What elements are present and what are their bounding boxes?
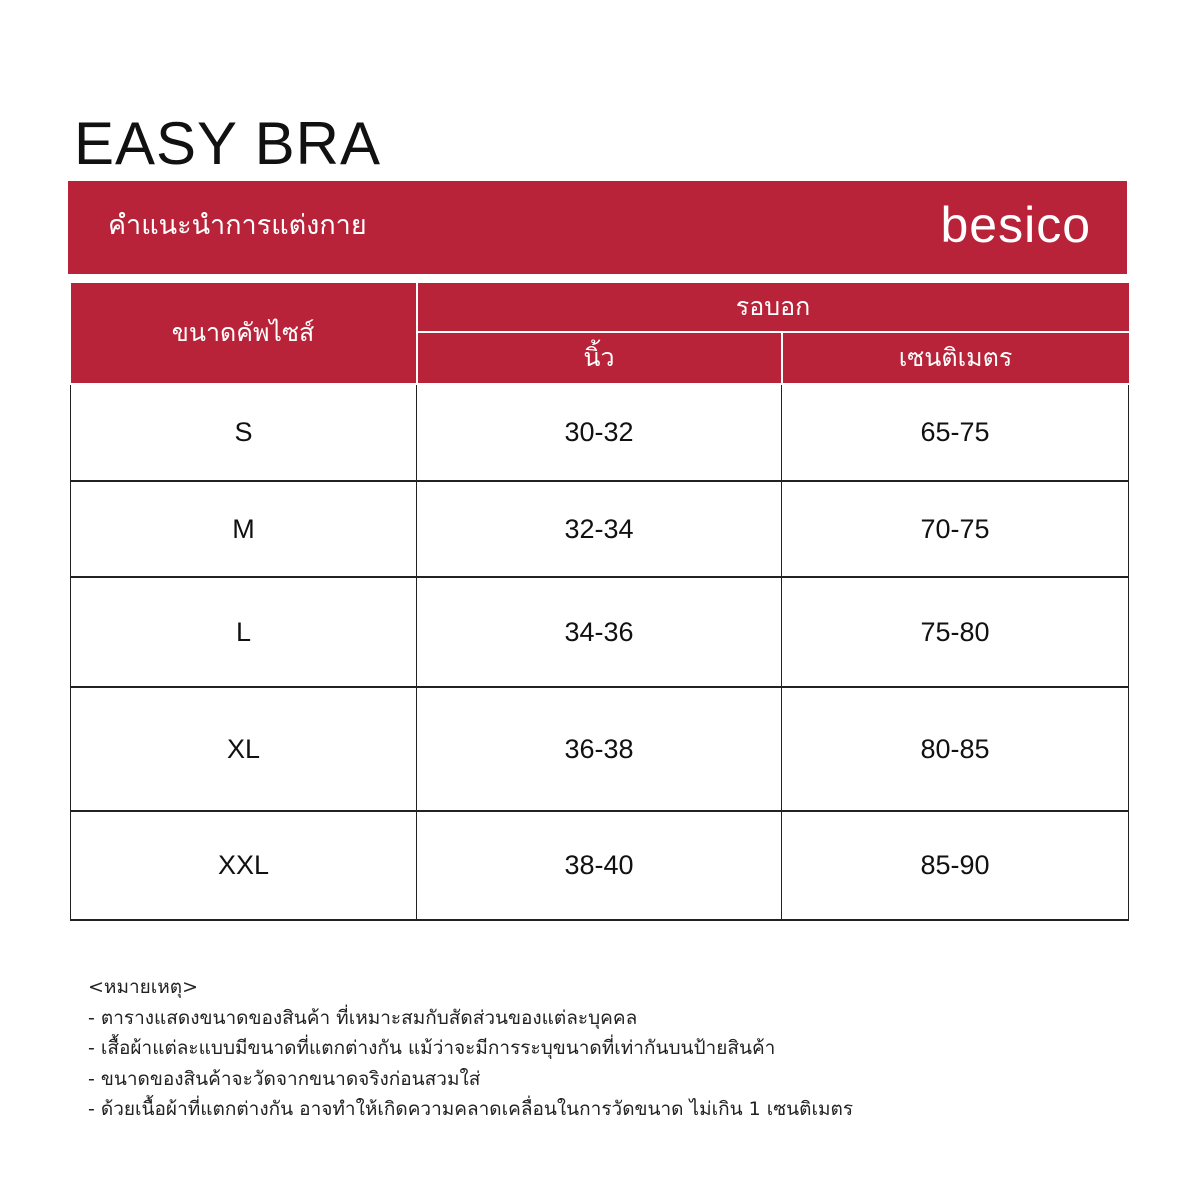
note-item: - ด้วยเนื้อผ้าที่แตกต่างกัน อาจทำให้เกิดความคลาดเคลื่อนในการวัดขนาด ไม่เกิน 1 เซนติเมตร [88, 1098, 854, 1120]
cell-size: XXL [71, 811, 417, 920]
note-item: - ขนาดของสินค้าจะวัดจากขนาดจริงก่อนสวมใส่ [88, 1067, 481, 1090]
table-row [71, 481, 1129, 577]
size-chart-table [70, 283, 1129, 921]
cell-size: S [71, 384, 417, 481]
table-row [71, 687, 1129, 811]
cell-inch: 38-40 [417, 811, 782, 920]
cell-cm: 85-90 [782, 811, 1129, 920]
cell-cm: 80-85 [782, 687, 1129, 811]
cell-size: L [71, 577, 417, 687]
cell-cm: 70-75 [782, 481, 1129, 577]
page-title: EASY BRA [74, 110, 382, 177]
notes-heading: <หมายเหตุ> [88, 976, 199, 998]
cell-size: XL [71, 687, 417, 811]
table-row [71, 811, 1129, 920]
table-row [71, 577, 1129, 687]
cell-inch: 32-34 [417, 481, 782, 577]
header-cm: เซนติเมตร [782, 332, 1129, 384]
cell-inch: 34-36 [417, 577, 782, 687]
note-item: - เสื้อผ้าแต่ละแบบมีขนาดที่แตกต่างกัน แม้ว่าจะมีการระบุขนาดที่เท่ากันบนป้ายสินค้า [88, 1037, 776, 1059]
banner-subtitle: คำแนะนำการแต่งกาย [108, 210, 367, 241]
table-header-row [71, 283, 1129, 332]
cell-cm: 75-80 [782, 577, 1129, 687]
brand-logo: besico [940, 197, 1091, 253]
notes-section [88, 972, 853, 1125]
table-row [71, 384, 1129, 481]
header-bust: รอบอก [417, 283, 1129, 332]
header-inch: นิ้ว [417, 332, 782, 384]
note-item: - ตารางแสดงขนาดของสินค้า ที่เหมาะสมกับสัดส่วนของแต่ละบุคคล [88, 1006, 638, 1029]
header-cup-size: ขนาดคัพไซส์ [71, 283, 417, 384]
cell-inch: 30-32 [417, 384, 782, 481]
cell-inch: 36-38 [417, 687, 782, 811]
cell-size: M [71, 481, 417, 577]
cell-cm: 65-75 [782, 384, 1129, 481]
header-banner [68, 181, 1127, 274]
